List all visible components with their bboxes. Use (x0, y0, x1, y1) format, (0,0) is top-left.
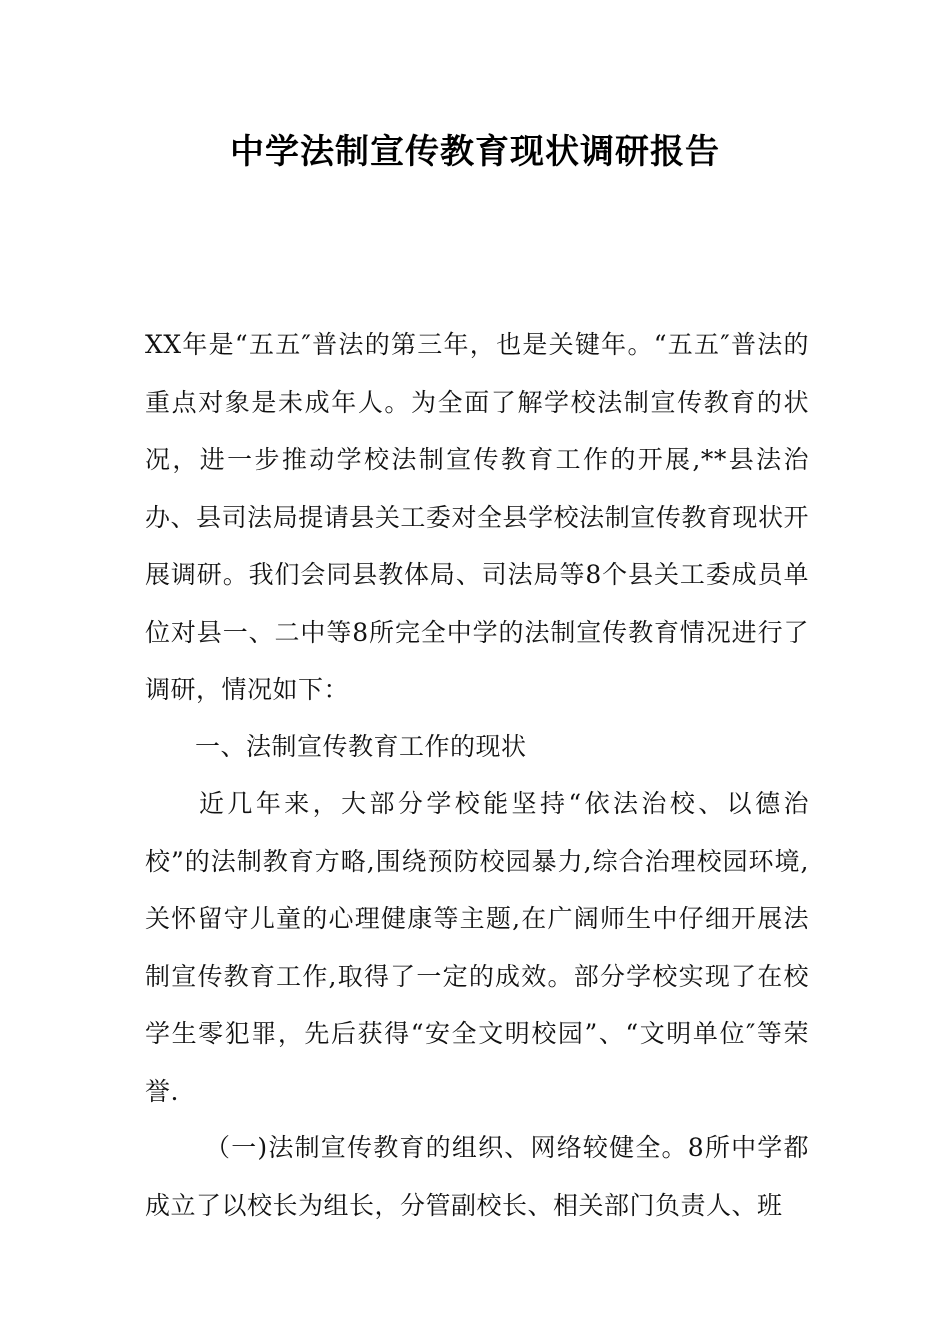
section-body-paragraph: 近几年来，大部分学校能坚持“依法治校、以德治校”的法制教育方略,围绕预防校园暴力,综合治理校园环境,关怀留守儿童的心理健康等主题,在广阔师生中仔细开展法制宣传教育工作,取得了一定的成效。部分学校实现了在校学生零犯罪，先后获得“安全文明校园”、“文明单位″等荣誉. (145, 789, 809, 1106)
document-title: 中学法制宣传教育现状调研报告 (230, 132, 720, 172)
intro-paragraph: XX年是“五五″普法的第三年，也是关键年。“五五″普法的重点对象是未成年人。为全面了解学校法制宣传教育的状况，进一步推动学校法制宣传教育工作的开展,**县法治办、县司法局提请县关工委对全县学校法制宣传教育现状开展调研。我们会同县教体局、司法局等8个县关工委成员单位对县一、二中等8所完全中学的法制宣传教育情况进行了调研，情况如下： (145, 330, 809, 704)
section-heading: 一、法制宣传教育工作的现状 (195, 732, 527, 761)
subsection-paragraph: （一)法制宣传教育的组织、网络较健全。8所中学都成立了以校长为组长，分管副校长、相关部门负责人、班 (145, 1133, 809, 1220)
